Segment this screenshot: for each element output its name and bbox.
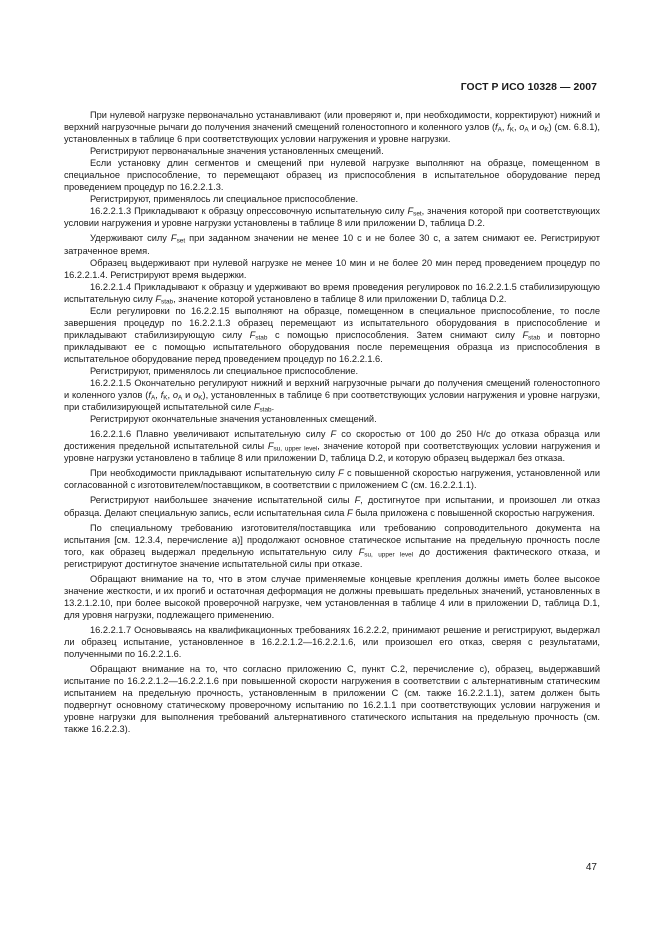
paragraph: 16.2.2.1.6 Плавно увеличивают испытательную силу F со скоростью от 100 до 250 Н/с до отказа образца или достижения предельной испытательной силы $F_{su, upper level}$, значение которой при соответствующих условии нагружения и уровне нагрузки установлено в таблице 8 или приложении D, таблица D.2, и которую образец выдержал без отказа. [64,429,601,464]
paragraph: Образец выдерживают при нулевой нагрузке не менее 10 мин и не более 20 мин перед проведением процедур по 16.2.2.1.4. Регистрируют время выдержки. [64,257,600,280]
paragraph: Регистрируют окончательные значения установленных смещений. [90,414,377,425]
document-header: ГОСТ Р ИСО 10328 — 2007 [460,82,597,93]
paragraph: По специальному требованию изготовителя/поставщика или требованию сопроводительного документа на испытания [см. 12.3.4, перечисление а)] продолжают основное статическое испытание на предельную прочность после того, как образец выдержал предельную испытательную силу $F_{su, upper level}$ до достижения фактического отказа, и регистрируют достигнутое значение испытательной силы при отказе. [64,522,600,569]
paragraph: Регистрируют первоначальные значения установленных смещений. [90,146,384,157]
paragraph: Удерживают силу $F_{set}$ при заданном значении не менее 10 с и не более 30 с, а затем снимают ее. Регистрируют затраченное время. [64,233,600,256]
paragraph: Регистрируют, применялось ли специальное приспособление. [90,365,359,376]
paragraph: 16.2.2.1.4 Прикладывают к образцу и удерживают во время проведения регулировок по 16.2.2.1.5 стабилизирующую испытательную силу $F_{stab}$, значение которой установлено в таблице 8 или приложении D, таблица D.2. [64,281,600,306]
paragraph: Обращают внимание на то, что согласно приложению С, пункт С.2, перечисление с), образец, выдержавший испытание по 16.2.2.1.2—16.2.2.1.6 при повышенной скорости нагружения в соответствии с альтернативным статическим испытанием на предельную прочность, установленным в приложении С (см. также 16.2.2.1.1), затем должен быть подвергнут основному статическому проверочному испытанию по 16.2.1.1 при соответствующих условии нагружения и уровне нагрузки для выполнения требований альтернативного статического испытания на предельную прочность (см. также 16.2.2.3). [64,664,600,735]
paragraph: 16.2.2.1.7 Основываясь на квалификационных требованиях 16.2.2.2, принимают решение и регистрируют, выдержал ли образец испытание, установленное в 16.2.2.1.2—16.2.2.1.6, или произошел его отказ, сверяя с результатами, полученными по 16.2.2.1.6. [64,624,600,660]
page-number: 47 [585,862,597,873]
paragraph: 16.2.2.1.5 Окончательно регулируют нижний и верхний нагрузочные рычаги до получения смещений голеностопного и коленного узлов ($f_A$, $f_K$, $o_A$ и $o_K$), установленных в таблице 6 при соответствующих условии нагружения и уровне нагрузки, при стабилизирующей испытательной силе $F_{stab}$. [64,378,601,414]
paragraph: Регистрируют наибольшее значение испытательной силы F, достигнутое при испытании, и произошел ли отказ образца. Делают специальную запись, если испытательная сила F была приложена с повышенной скоростью нагружения. [64,495,600,518]
paragraph: Если регулировки по 16.2.2.15 выполняют на образце, помещенном в специальное приспособление, то после завершения процедур по 16.2.2.1.3 образец перемещают из испытательного оборудования в приспособление и прикладывают стабилизирующую силу $F_{stab}$ с помощью приспособления. Затем снимают силу $F_{stab}$ и повторно прикладывают ее с помощью испытательного оборудования после перемещения образца из приспособления в испытательное оборудование перед проведением процедур по 16.2.2.1.6. [64,305,600,364]
paragraph: Регистрируют, применялось ли специальное приспособление. [90,194,359,205]
paragraph: Если установку длин сегментов и смещений при нулевой нагрузке выполняют на образце, помещенном в специальное приспособление, то перемещают образец из приспособления в испытательное оборудование перед проведением процедур по 16.2.2.1.3. [64,158,600,193]
paragraph: Обращают внимание на то, что в этом случае применяемые концевые крепления должны иметь более высокое значение жесткости, и их прогиб и остаточная деформация не должны превышать предельных значений, установленных в 13.2.1.2.10, при более высокой проверочной нагрузке, чем установленная в таблице 4 или в приложении D, таблица D.1, для уровня нагрузки, подлежащего применению. [64,573,600,620]
paragraph: При необходимости прикладывают испытательную силу F с повышенной скоростью нагружения, установленной или согласованной с изготовителем/поставщиком, в соответствии с приложением С (см. 16.2.2.1.1). [64,468,601,491]
document-body [64,109,600,735]
paragraph: 16.2.2.1.3 Прикладывают к образцу опрессовочную испытательную силу $F_{set}$, значения которой при соответствующих условии нагружения и уровне нагрузки установлены в таблице 8 или приложении D, таблица D.2. [64,206,600,229]
paragraph: При нулевой нагрузке первоначально устанавливают (или проверяют и, при необходимости, корректируют) нижний и верхний нагрузочные рычаги до получения значений смещений голеностопного и коленного узлов ($f_A$, $f_K$, $o_A$ и $o_K$) (см. 6.8.1), установленных в таблице 6 при соответствующих условии нагружения и уровне нагрузки. [64,110,600,145]
